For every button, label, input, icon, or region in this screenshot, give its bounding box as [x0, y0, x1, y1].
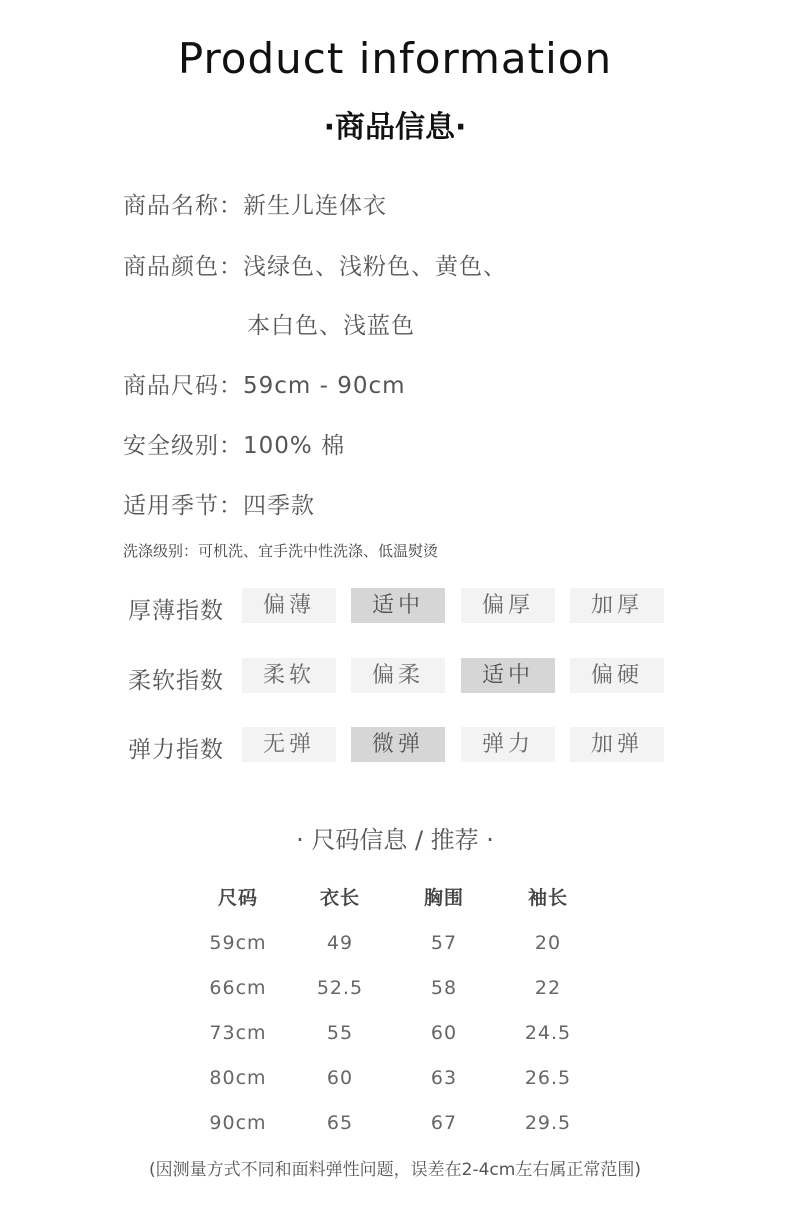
index-label: 弹力指数: [128, 737, 224, 763]
detail-row-color-cont: [247, 307, 415, 340]
detail-row-safety: [123, 427, 345, 460]
table-header: 袖长: [527, 886, 568, 909]
detail-value: 浅绿色、浅粉色、黄色、: [243, 254, 507, 280]
table-cell: 22: [534, 976, 562, 999]
detail-label: 商品名称：: [123, 193, 243, 219]
table-header: 衣长: [319, 886, 360, 909]
table-cell: 67: [430, 1111, 458, 1134]
index-option: 柔软: [242, 658, 336, 693]
index-option: 加弹: [570, 727, 664, 762]
table-cell: 26.5: [524, 1066, 572, 1089]
index-option: 偏厚: [461, 588, 555, 623]
table-cell: 59cm: [209, 931, 267, 954]
table-header-row: [188, 872, 600, 920]
table-cell: 60: [326, 1066, 354, 1089]
table-header: 尺码: [217, 886, 258, 909]
index-option: 微弹: [351, 727, 445, 762]
detail-value: 新生儿连体衣: [243, 193, 387, 219]
index-option: 适中: [461, 658, 555, 693]
table-header: 胸围: [423, 886, 464, 909]
table-cell: 29.5: [524, 1111, 572, 1134]
detail-row-size: [123, 367, 406, 400]
page-title-en: Product information: [177, 34, 613, 83]
table-cell: 20: [534, 931, 562, 954]
detail-row-color: [123, 248, 507, 281]
detail-value: 本白色、浅蓝色: [247, 313, 415, 339]
table-cell: 52.5: [316, 976, 364, 999]
table-cell: 49: [326, 931, 354, 954]
detail-value: 四季款: [243, 493, 315, 519]
detail-label: 商品尺码：: [123, 373, 243, 399]
table-cell: 55: [326, 1021, 354, 1044]
table-row: [188, 1010, 600, 1055]
detail-label: 商品颜色：: [123, 254, 243, 280]
table-cell: 66cm: [209, 976, 267, 999]
detail-row-season: [123, 487, 315, 520]
index-option: 偏硬: [570, 658, 664, 693]
table-cell: 63: [430, 1066, 458, 1089]
index-label: 厚薄指数: [128, 598, 224, 624]
index-label: 柔软指数: [128, 668, 224, 694]
table-cell: 80cm: [209, 1066, 267, 1089]
table-cell: 57: [430, 931, 458, 954]
table-row: [188, 1100, 600, 1145]
table-row: [188, 920, 600, 965]
table-cell: 90cm: [209, 1111, 267, 1134]
index-option: 适中: [351, 588, 445, 623]
index-option: 无弹: [242, 727, 336, 762]
size-note: (因测量方式不同和面料弹性问题，误差在2-4cm左右属正常范围): [149, 1160, 641, 1180]
index-option: 偏薄: [242, 588, 336, 623]
detail-label: 适用季节：: [123, 493, 243, 519]
index-option: 加厚: [570, 588, 664, 623]
detail-value: 100% 棉: [243, 433, 346, 459]
size-section-title: · 尺码信息 / 推荐 ·: [296, 826, 494, 854]
table-cell: 58: [430, 976, 458, 999]
detail-label: 安全级别：: [123, 433, 243, 459]
table-cell: 24.5: [524, 1021, 572, 1044]
size-table: [188, 872, 600, 1145]
detail-row-name: [123, 187, 387, 220]
detail-value: 59cm - 90cm: [243, 373, 406, 399]
index-option: 偏柔: [351, 658, 445, 693]
wash-instructions: 洗涤级别：可机洗、宜手洗中性洗涤、低温熨烫: [123, 542, 439, 560]
table-cell: 73cm: [209, 1021, 267, 1044]
table-cell: 60: [430, 1021, 458, 1044]
table-row: [188, 1055, 600, 1100]
table-cell: 65: [326, 1111, 354, 1134]
table-row: [188, 965, 600, 1010]
page-title-cn: ·商品信息·: [323, 110, 467, 145]
index-option: 弹力: [461, 727, 555, 762]
